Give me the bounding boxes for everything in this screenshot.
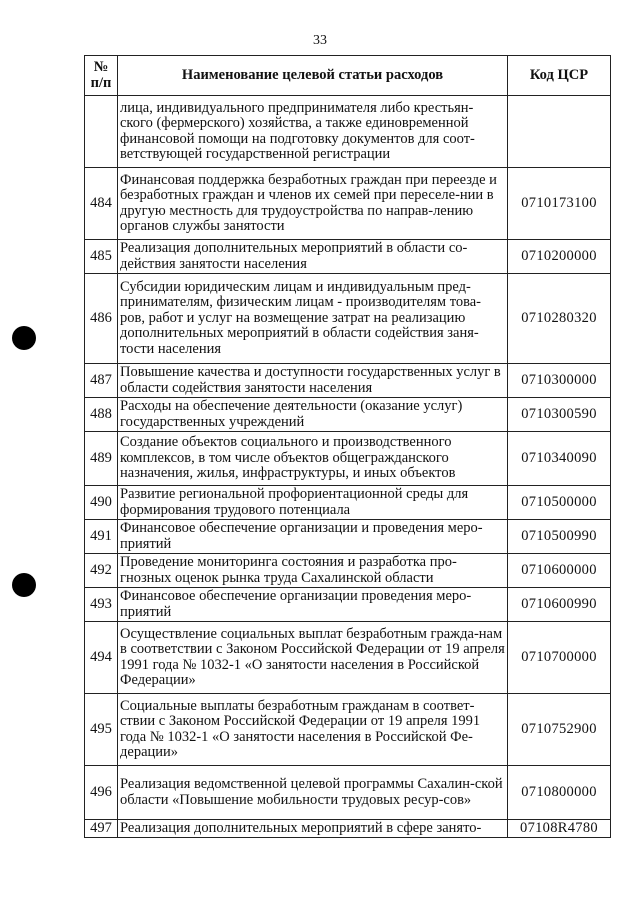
row-name: Субсидии юридическим лицам и индивидуальным пред-принимателям, физическим лицам - производителям това-ров, работ и услуг на возмещение затрат на реализацию дополнительных мероприятий в области содействия заня-тости населения xyxy=(118,274,508,364)
header-number: № п/п xyxy=(85,56,118,96)
row-name: Финансовое обеспечение организации и проведения меро-приятий xyxy=(118,520,508,554)
table-row xyxy=(85,168,611,240)
row-code: 0710500000 xyxy=(508,486,611,520)
row-code: 0710200000 xyxy=(508,240,611,274)
row-code: 0710700000 xyxy=(508,622,611,694)
row-code xyxy=(508,96,611,168)
row-name: Финансовое обеспечение организации проведения меро-приятий xyxy=(118,588,508,622)
table-row xyxy=(85,554,611,588)
row-number: 489 xyxy=(85,432,118,486)
row-code: 0710280320 xyxy=(508,274,611,364)
table-row xyxy=(85,694,611,766)
row-number: 490 xyxy=(85,486,118,520)
table-row xyxy=(85,622,611,694)
punch-hole-bottom xyxy=(12,573,36,597)
row-number: 484 xyxy=(85,168,118,240)
row-code: 0710340090 xyxy=(508,432,611,486)
row-name: Развитие региональной профориентационной среды для формирования трудового потенциала xyxy=(118,486,508,520)
table-row xyxy=(85,432,611,486)
table-row xyxy=(85,96,611,168)
row-number: 495 xyxy=(85,694,118,766)
row-number: 493 xyxy=(85,588,118,622)
table-row xyxy=(85,520,611,554)
header-code: Код ЦСР xyxy=(508,56,611,96)
row-number: 491 xyxy=(85,520,118,554)
row-number: 496 xyxy=(85,766,118,820)
row-code: 0710752900 xyxy=(508,694,611,766)
row-code: 0710600000 xyxy=(508,554,611,588)
row-name: Создание объектов социального и производственного комплексов, в том числе объектов общегражданского назначения, жилья, инфраструктуры, и иных объектов xyxy=(118,432,508,486)
row-name: Осуществление социальных выплат безработным гражда-нам в соответствии с Законом Российской Федерации от 19 апреля 1991 года № 1032-1 «О занятости населения в Российской Федерации» xyxy=(118,622,508,694)
row-number: 488 xyxy=(85,398,118,432)
table-row xyxy=(85,274,611,364)
row-number xyxy=(85,96,118,168)
table-row xyxy=(85,398,611,432)
row-name: Реализация ведомственной целевой программы Сахалин-ской области «Повышение мобильности трудовых ресур-сов» xyxy=(118,766,508,820)
row-name: Реализация дополнительных мероприятий в области со-действия занятости населения xyxy=(118,240,508,274)
row-number: 485 xyxy=(85,240,118,274)
row-number: 486 xyxy=(85,274,118,364)
table-row xyxy=(85,766,611,820)
row-name: Повышение качества и доступности государственных услуг в области содействия занятости населения xyxy=(118,364,508,398)
row-code: 0710800000 xyxy=(508,766,611,820)
row-code: 0710500990 xyxy=(508,520,611,554)
row-name: Проведение мониторинга состояния и разработка про-гнозных оценок рынка труда Сахалинской области xyxy=(118,554,508,588)
table-row xyxy=(85,588,611,622)
row-number: 497 xyxy=(85,820,118,838)
row-code: 0710300000 xyxy=(508,364,611,398)
table-header-row xyxy=(85,56,611,96)
table-row xyxy=(85,820,611,838)
punch-hole-top xyxy=(12,326,36,350)
row-name: Социальные выплаты безработным гражданам в соответ-ствии с Законом Российской Федерации от 19 апреля 1991 года № 1032-1 «О занятости населения в Российской Фе-дерации» xyxy=(118,694,508,766)
row-name: Финансовая поддержка безработных граждан при переезде и безработных граждан и членов их семей при переселе-нии в другую местность для трудоустройства по направ-лению органов службы занятости xyxy=(118,168,508,240)
table-row xyxy=(85,364,611,398)
row-number: 487 xyxy=(85,364,118,398)
row-name: Реализация дополнительных мероприятий в сфере занято- xyxy=(118,820,508,838)
row-code: 07108R4780 xyxy=(508,820,611,838)
table-row xyxy=(85,486,611,520)
row-name: Расходы на обеспечение деятельности (оказание услуг) государственных учреждений xyxy=(118,398,508,432)
header-name: Наименование целевой статьи расходов xyxy=(118,56,508,96)
row-code: 0710600990 xyxy=(508,588,611,622)
row-code: 0710173100 xyxy=(508,168,611,240)
row-name: лица, индивидуального предпринимателя либо крестьян-ского (фермерского) хозяйства, а также единовременной финансовой помощи на подготовку документов для соот-ветствующей государственной регистрации xyxy=(118,96,508,168)
page-number: 33 xyxy=(313,33,327,48)
table-row xyxy=(85,240,611,274)
budget-classification-table xyxy=(84,55,611,838)
row-code: 0710300590 xyxy=(508,398,611,432)
row-number: 492 xyxy=(85,554,118,588)
row-number: 494 xyxy=(85,622,118,694)
